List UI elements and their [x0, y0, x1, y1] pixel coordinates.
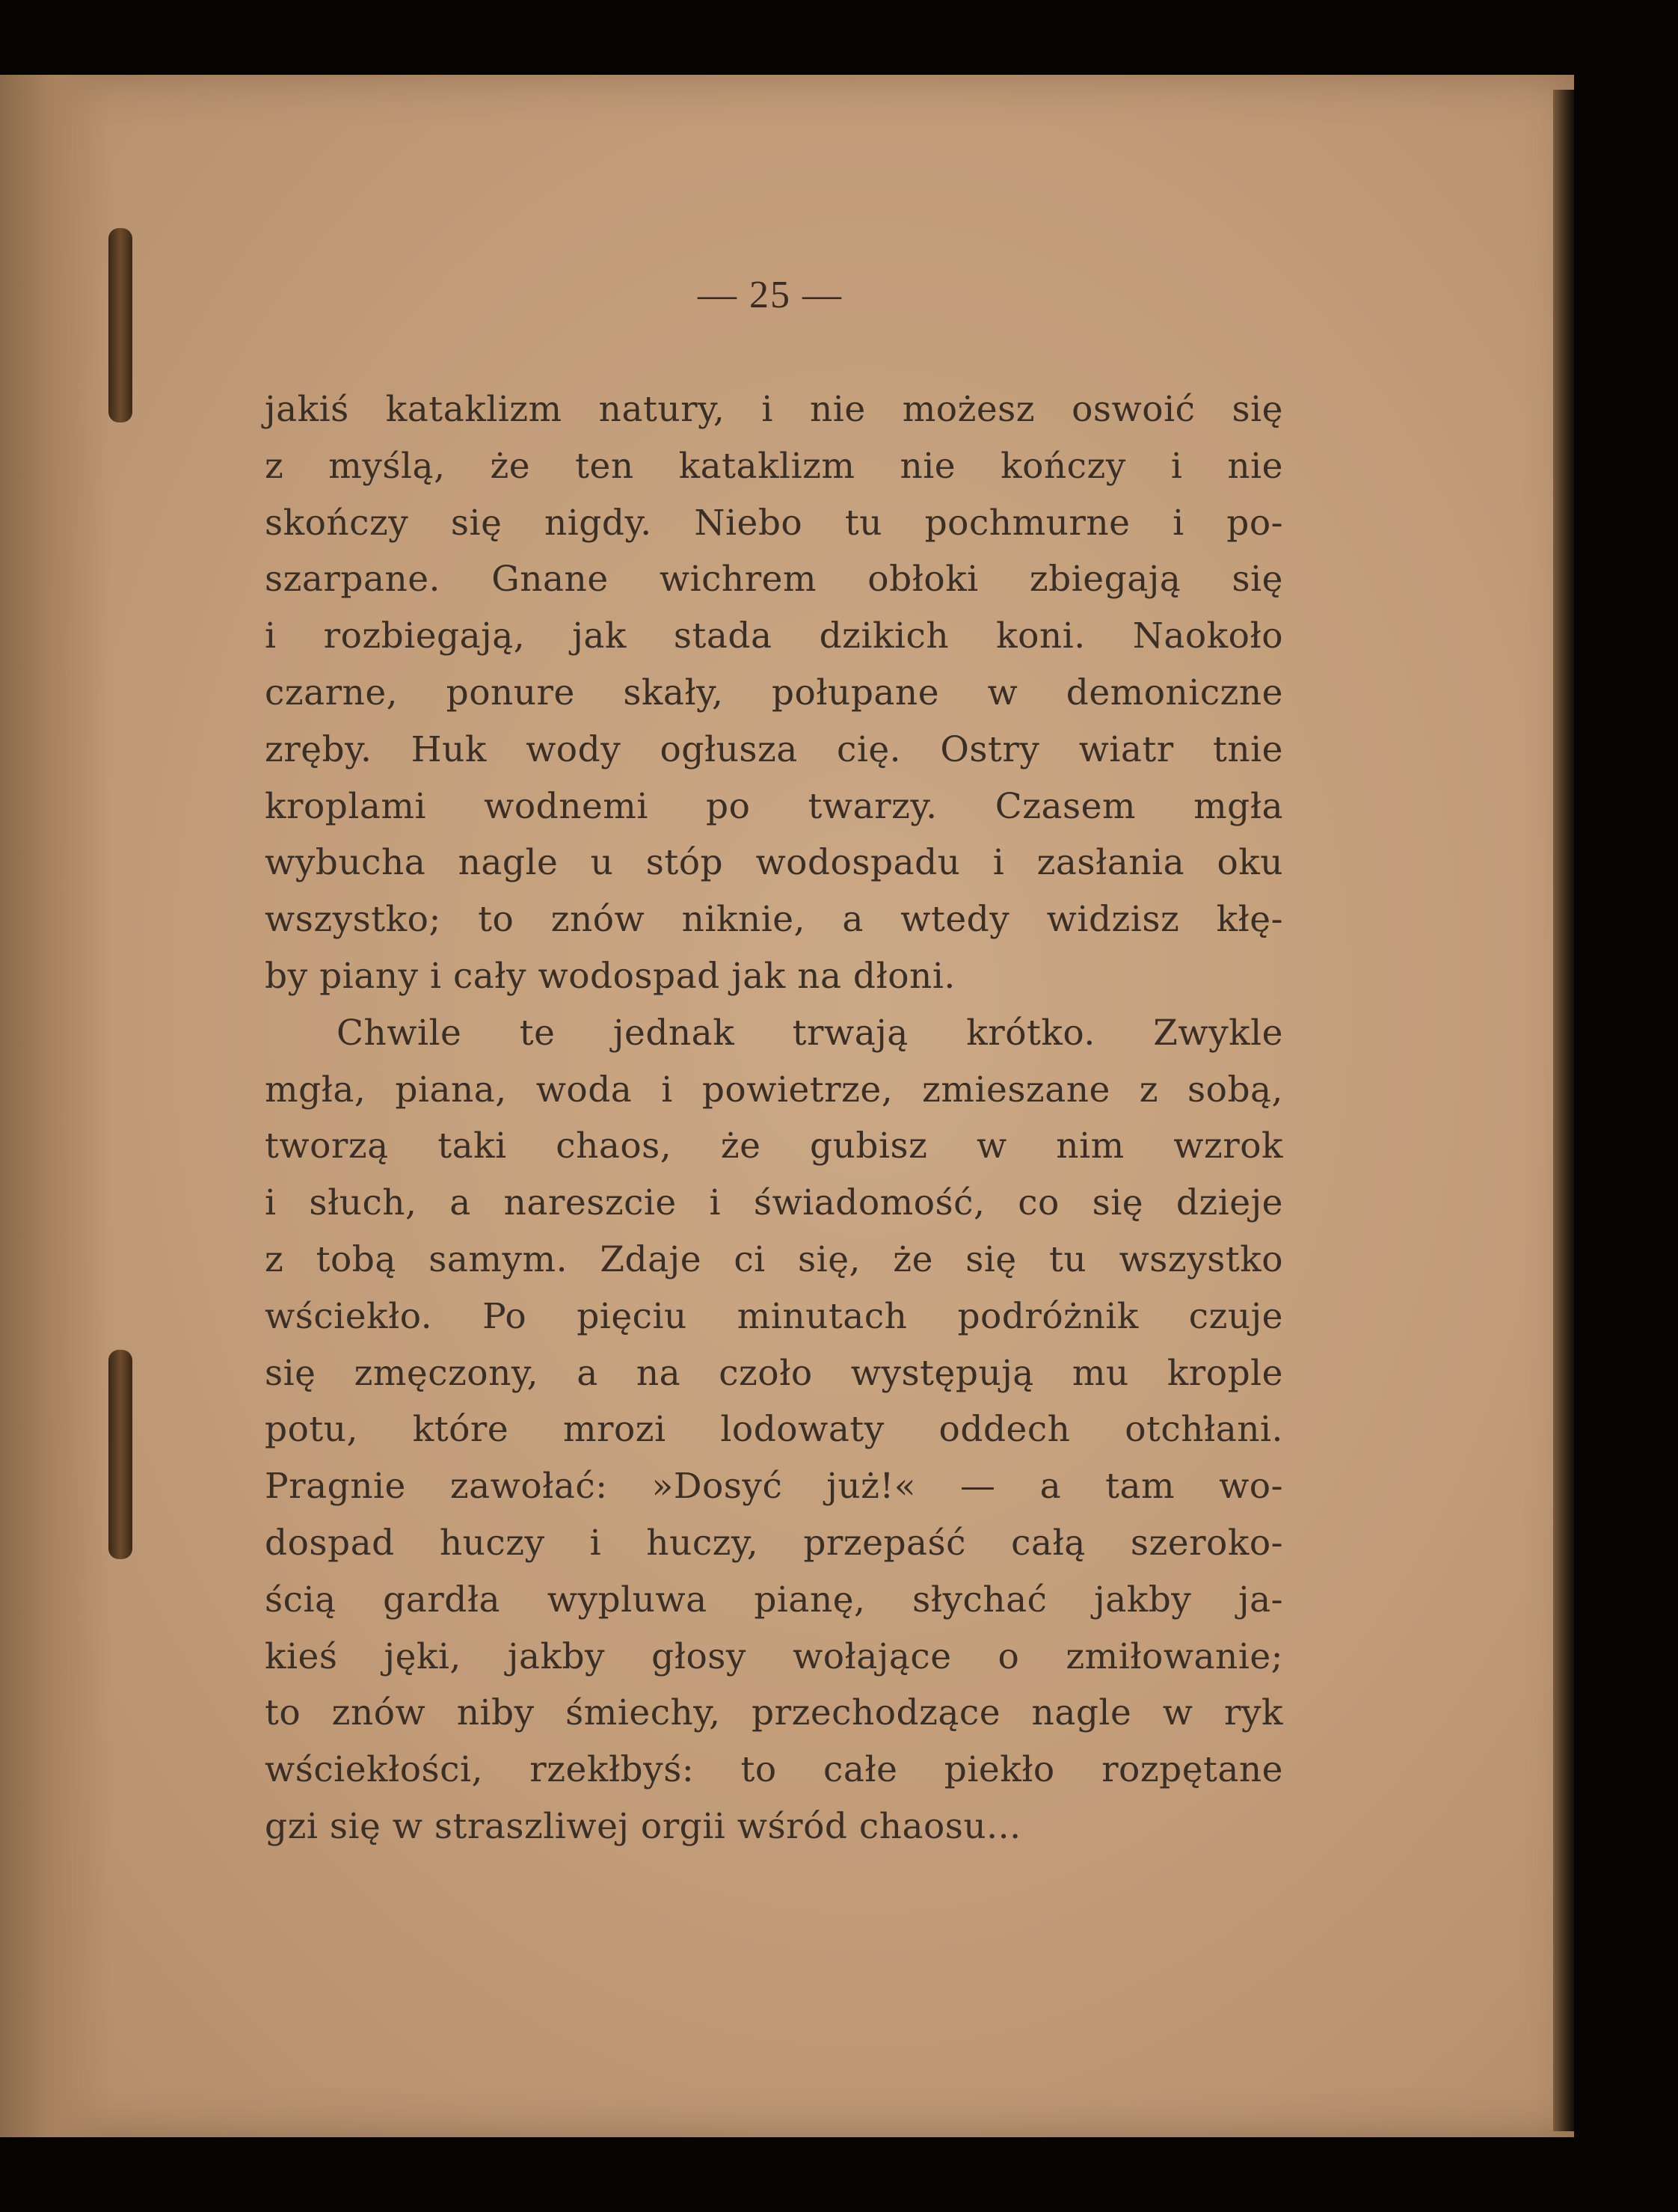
body-text [265, 381, 1283, 1855]
page-number: — 25 — [698, 274, 843, 316]
text-line: wszystko; to znów niknie, a wtedy widzisz kłę- [265, 899, 1283, 941]
text-line: dospad huczy i huczy, przepaść całą szeroko- [265, 1522, 1283, 1564]
background-dark [1574, 75, 1678, 2137]
binding-thread-bottom [108, 1350, 132, 1559]
text-line: Chwile te jednak trwają krótko. Zwykle [336, 1012, 1283, 1054]
text-line: się zmęczony, a na czoło występują mu krople [265, 1352, 1283, 1394]
binding-thread-top [108, 228, 132, 423]
text-line: i słuch, a nareszcie i świadomość, co się dzieje [265, 1182, 1283, 1224]
binding-gutter [0, 75, 112, 2137]
text-line: skończy się nigdy. Niebo tu pochmurne i po- [265, 502, 1283, 544]
text-line: Pragnie zawołać: »Dosyć już!« — a tam wo- [265, 1466, 1283, 1508]
text-line: gzi się w straszliwej orgii wśród chaosu... [265, 1805, 1021, 1847]
text-line: wściekłości, rzekłbyś: to całe piekło rozpętane [265, 1749, 1283, 1791]
text-line: ścią gardła wypluwa pianę, słychać jakby ja- [265, 1579, 1283, 1620]
text-line: mgła, piana, woda i powietrze, zmieszane z sobą, [265, 1069, 1283, 1110]
text-line: to znów niby śmiechy, przechodzące nagle w ryk [265, 1692, 1283, 1734]
text-line: wściekło. Po pięciu minutach podróżnik czuje [265, 1295, 1283, 1337]
text-line: czarne, ponure skały, połupane w demoniczne [265, 672, 1283, 713]
text-line: i rozbiegają, jak stada dzikich koni. Naokoło [265, 615, 1283, 657]
text-line: zręby. Huk wody ogłusza cię. Ostry wiatr tnie [265, 728, 1283, 770]
page-edge [1553, 90, 1574, 2131]
text-line: jakiś kataklizm natury, i nie możesz oswoić się [265, 389, 1283, 430]
text-line: potu, które mrozi lodowaty oddech otchłani. [265, 1409, 1283, 1451]
text-line: kieś jęki, jakby głosy wołające o zmiłowanie; [265, 1635, 1283, 1677]
text-line: by piany i cały wodospad jak na dłoni. [265, 955, 956, 997]
text-line: z tobą samym. Zdaje ci się, że się tu wszystko [265, 1238, 1283, 1280]
text-line: kroplami wodnemi po twarzy. Czasem mgła [265, 785, 1283, 827]
text-line: szarpane. Gnane wichrem obłoki zbiegają się [265, 559, 1283, 600]
text-line: z myślą, że ten kataklizm nie kończy i nie [265, 445, 1283, 487]
text-line: wybucha nagle u stóp wodospadu i zasłania oku [265, 842, 1283, 884]
text-line: tworzą taki chaos, że gubisz w nim wzrok [265, 1125, 1283, 1167]
